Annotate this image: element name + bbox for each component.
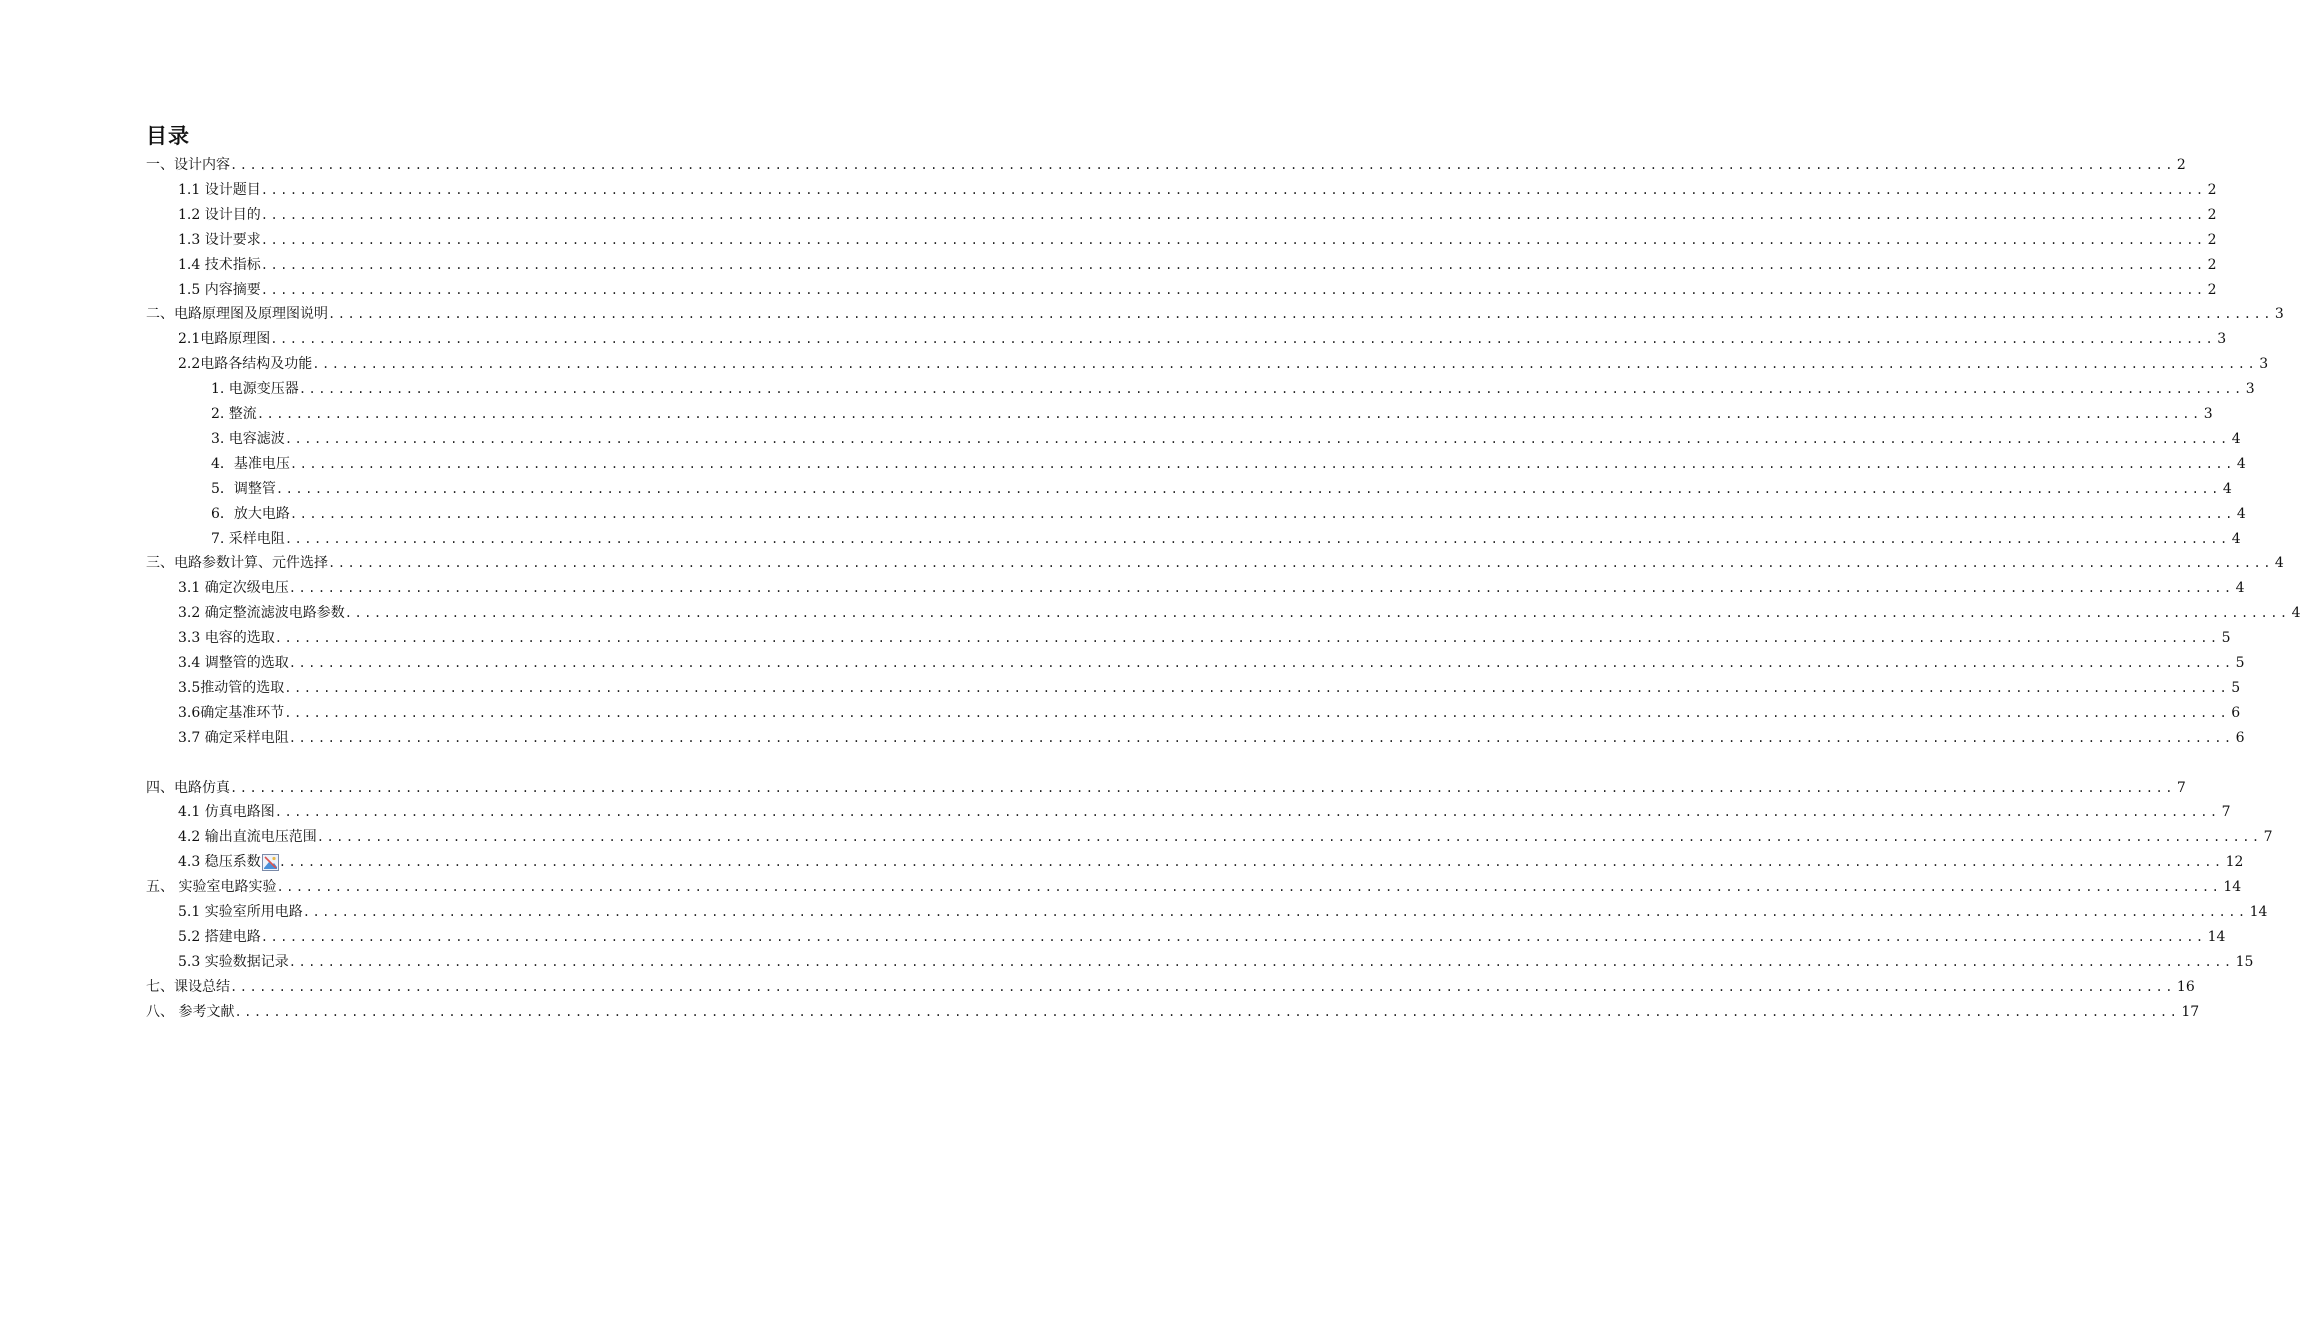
- toc-entry[interactable]: [211, 398, 2213, 423]
- toc-entry-label: 2.1电路原理图: [178, 331, 271, 348]
- toc-entry-label: 二、电路原理图及原理图说明: [146, 306, 328, 323]
- toc-entry-label: 四、电路仿真: [146, 779, 230, 796]
- toc-page-number: 4: [2235, 580, 2245, 597]
- toc-page-number: 14: [2207, 928, 2226, 945]
- toc-entry-label: 八、 参考文献: [146, 1003, 235, 1020]
- toc-leader-dots: ........................................................................................................................................................................................................: [328, 556, 2273, 571]
- toc-page-number: 5: [2221, 630, 2231, 647]
- toc-entry-label: 五、 实验室电路实验: [146, 879, 277, 896]
- toc-entry[interactable]: [178, 274, 2217, 299]
- toc-leader-dots: ........................................................................................................................................................................................................: [230, 780, 2175, 795]
- toc-entry[interactable]: [211, 498, 2246, 523]
- toc-title: 目录: [146, 124, 190, 148]
- toc-entry-label: 4.1 仿真电路图: [178, 804, 275, 821]
- toc-entry[interactable]: [178, 174, 2217, 199]
- toc-leader-dots: ........................................................................................................................................................................................................: [289, 456, 2235, 471]
- toc-entry[interactable]: [146, 871, 2242, 896]
- toc-leader-dots: ........................................................................................................................................................................................................: [260, 207, 2206, 222]
- toc-leader-dots: ........................................................................................................................................................................................................: [298, 382, 2244, 397]
- toc-page-number: 12: [2225, 854, 2244, 871]
- toc-entry[interactable]: [178, 921, 2226, 946]
- toc-entry[interactable]: [211, 523, 2241, 548]
- toc-leader-dots: ........................................................................................................................................................................................................: [260, 257, 2206, 272]
- toc-page-number: 5: [2235, 655, 2245, 671]
- toc-entry-label: 5.1 实验室所用电路: [178, 904, 303, 920]
- toc-entry-label: 1.4 技术指标: [178, 256, 261, 273]
- toc-page-number: 7: [2221, 804, 2231, 821]
- toc-page-number: 14: [2223, 879, 2242, 896]
- toc-page-number: 4: [2291, 605, 2301, 622]
- toc-page-number: 3: [2259, 356, 2269, 373]
- toc-entry[interactable]: [178, 846, 2244, 871]
- toc-entry[interactable]: [178, 597, 2301, 622]
- toc-leader-dots: ........................................................................................................................................................................................................: [302, 905, 2248, 919]
- toc-entry-label: 三、电路参数计算、元件选择: [146, 555, 328, 572]
- toc-page-number: 3: [2274, 306, 2284, 323]
- toc-leader-dots: ........................................................................................................................................................................................................: [288, 954, 2234, 969]
- toc-leader-dots: ........................................................................................................................................................................................................: [234, 1004, 2180, 1019]
- toc-page-number: 4: [2274, 555, 2284, 572]
- toc-entry[interactable]: [178, 896, 2268, 921]
- toc-entry[interactable]: [178, 722, 2245, 747]
- toc-entry[interactable]: [178, 672, 2241, 697]
- toc-leader-dots: ........................................................................................................................................................................................................: [260, 182, 2206, 197]
- toc-leader-dots: ........................................................................................................................................................................................................: [312, 357, 2258, 372]
- toc-entry[interactable]: [146, 149, 2186, 174]
- toc-entry-label: 1.2 设计目的: [178, 206, 261, 223]
- toc-page-number: 2: [2207, 231, 2217, 248]
- toc-entry[interactable]: [178, 224, 2217, 249]
- toc-leader-dots: ........................................................................................................................................................................................................: [284, 431, 2230, 446]
- toc-page-number: 17: [2181, 1003, 2200, 1020]
- toc-leader-dots: ........................................................................................................................................................................................................: [276, 880, 2222, 895]
- toc-leader-dots: ........................................................................................................................................................................................................: [344, 606, 2290, 621]
- toc-leader-dots: ........................................................................................................................................................................................................: [274, 631, 2220, 646]
- toc-entry-label: 1.1 设计题目: [178, 181, 261, 198]
- toc-leader-dots: ........................................................................................................................................................................................................: [288, 656, 2234, 670]
- toc-leader-dots: ........................................................................................................................................................................................................: [284, 680, 2230, 695]
- toc-entry[interactable]: [146, 996, 2200, 1021]
- toc-leader-dots: ........................................................................................................................................................................................................: [288, 581, 2234, 596]
- toc-entry-label: 3.5推动管的选取: [178, 679, 285, 696]
- toc-leader-dots: ........................................................................................................................................................................................................: [260, 282, 2206, 297]
- toc-page-number: 16: [2176, 978, 2195, 995]
- toc-entry[interactable]: [146, 298, 2284, 323]
- toc-entry-label: 3.6确定基准环节: [178, 704, 285, 721]
- toc-page-number: 2: [2176, 157, 2186, 173]
- toc-page-number: 14: [2249, 904, 2268, 920]
- toc-leader-dots: ........................................................................................................................................................................................................: [284, 705, 2230, 720]
- toc-leader-dots: ........................................................................................................................................................................................................: [288, 730, 2234, 745]
- toc-entry[interactable]: [178, 796, 2231, 821]
- toc-entry[interactable]: [178, 821, 2273, 846]
- toc-entry-label: 5.3 实验数据记录: [178, 953, 289, 970]
- toc-entry-label: 5．调整管: [211, 480, 276, 497]
- toc-page-number: 2: [2207, 256, 2217, 273]
- toc-entry-label: 3. 电容滤波: [211, 430, 285, 447]
- toc-leader-dots: ........................................................................................................................................................................................................: [278, 855, 2224, 870]
- toc-entry[interactable]: [146, 547, 2284, 572]
- toc-entry-label: 4.3 稳压系数: [178, 854, 261, 871]
- toc-page-number: 6: [2235, 729, 2245, 746]
- toc-page-number: 3: [2217, 331, 2227, 348]
- toc-leader-dots: ........................................................................................................................................................................................................: [289, 506, 2235, 521]
- toc-page-number: 4: [2236, 505, 2246, 522]
- toc-leader-dots: ........................................................................................................................................................................................................: [260, 929, 2206, 944]
- toc-page-number: 4: [2236, 455, 2246, 472]
- toc-entry-label: 4.2 输出直流电压范围: [178, 829, 317, 846]
- toc-page-number: 4: [2231, 430, 2241, 447]
- toc-entry[interactable]: [178, 199, 2217, 224]
- toc-leader-dots: ........................................................................................................................................................................................................: [275, 481, 2221, 496]
- toc-entry[interactable]: [178, 249, 2217, 274]
- toc-page-number: 4: [2231, 530, 2241, 547]
- toc-page-number: 4: [2222, 480, 2232, 497]
- toc-leader-dots: ........................................................................................................................................................................................................: [328, 307, 2273, 322]
- toc-leader-dots: ........................................................................................................................................................................................................: [230, 979, 2175, 994]
- toc-entry-label: 1.5 内容摘要: [178, 281, 261, 298]
- toc-page-number: 2: [2207, 181, 2217, 198]
- toc-page-number: 3: [2245, 381, 2255, 398]
- toc-leader-dots: ........................................................................................................................................................................................................: [284, 531, 2230, 546]
- toc-entry-label: 3.3 电容的选取: [178, 630, 275, 647]
- toc-page-number: 6: [2231, 704, 2241, 721]
- toc-page-number: 5: [2231, 679, 2241, 696]
- toc-entry[interactable]: [146, 971, 2195, 996]
- toc-entry[interactable]: [211, 448, 2246, 473]
- toc-entry[interactable]: [178, 622, 2231, 647]
- toc-entry[interactable]: [178, 323, 2227, 348]
- toc-entry-label: 2.2电路各结构及功能: [178, 356, 313, 373]
- toc-entry[interactable]: [146, 772, 2186, 797]
- toc-leader-dots: ........................................................................................................................................................................................................: [316, 830, 2262, 845]
- toc-entry-label: 7. 采样电阻: [211, 530, 285, 547]
- toc-page-number: 3: [2203, 406, 2213, 422]
- toc-leader-dots: ........................................................................................................................................................................................................: [274, 805, 2220, 820]
- toc-page-number: 7: [2263, 829, 2273, 846]
- toc-entry[interactable]: [211, 423, 2241, 448]
- toc-entry[interactable]: [178, 572, 2245, 597]
- toc-entry-label: 1.3 设计要求: [178, 231, 261, 248]
- toc-entry-label: 2. 整流: [211, 406, 257, 422]
- toc-leader-dots: ........................................................................................................................................................................................................: [260, 232, 2206, 247]
- toc-entry-label: 3.4 调整管的选取: [178, 655, 289, 671]
- toc-entry-label: 4．基准电压: [211, 455, 290, 472]
- toc-entry[interactable]: [178, 348, 2269, 373]
- toc-entry[interactable]: [178, 647, 2245, 672]
- toc-entry-label: 3.7 确定采样电阻: [178, 729, 289, 746]
- toc-entry-label: 一、设计内容: [146, 157, 230, 173]
- toc-entry-label: 5.2 搭建电路: [178, 928, 261, 945]
- toc-page-number: 7: [2176, 779, 2186, 796]
- toc-entry-label: 3.1 确定次级电压: [178, 580, 289, 597]
- broken-image-icon: [262, 854, 279, 871]
- toc-leader-dots: ........................................................................................................................................................................................................: [270, 332, 2216, 347]
- toc-leader-dots: ........................................................................................................................................................................................................: [256, 407, 2202, 421]
- toc-entry[interactable]: [211, 473, 2232, 498]
- toc-leader-dots: ........................................................................................................................................................................................................: [230, 158, 2175, 172]
- toc-entry-label: 3.2 确定整流滤波电路参数: [178, 605, 345, 622]
- toc-entry[interactable]: [178, 946, 2254, 971]
- toc-entry-label: 七、课设总结: [146, 978, 230, 995]
- toc-page-number: 2: [2207, 206, 2217, 223]
- toc-entry[interactable]: [211, 373, 2255, 398]
- toc-page-number: 15: [2235, 953, 2254, 970]
- toc-entry-label: 1. 电源变压器: [211, 381, 299, 398]
- toc-entry-label: 6．放大电路: [211, 505, 290, 522]
- toc-entry[interactable]: [178, 697, 2241, 722]
- toc-page-number: 2: [2207, 281, 2217, 298]
